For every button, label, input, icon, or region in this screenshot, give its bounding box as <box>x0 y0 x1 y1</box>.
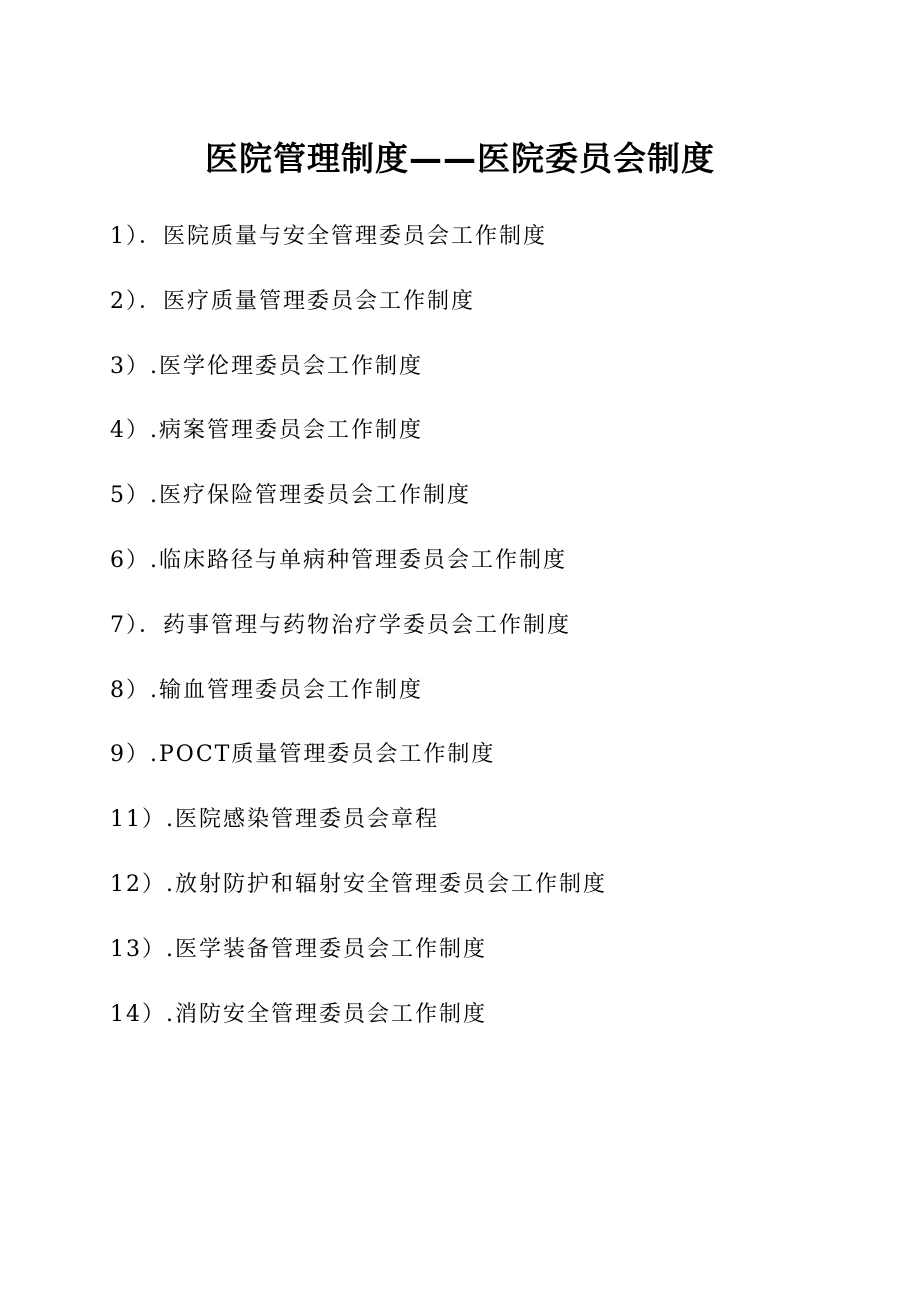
list-item: 5）.医疗保险管理委员会工作制度 <box>110 483 471 509</box>
list-item: 3）.医学伦理委员会工作制度 <box>110 353 423 379</box>
list-item: 8）.输血管理委员会工作制度 <box>110 677 423 703</box>
list-item: 13）.医学装备管理委员会工作制度 <box>110 936 487 962</box>
list-item: 1）．医院质量与安全管理委员会工作制度 <box>110 224 547 249</box>
committee-regulation-list <box>110 218 870 1060</box>
list-item: 9）.POCT质量管理委员会工作制度 <box>110 742 496 768</box>
list-item: 4）.病案管理委员会工作制度 <box>110 418 423 444</box>
list-item: 7）．药事管理与药物治疗学委员会工作制度 <box>110 612 571 638</box>
document-title: 医院管理制度——医院委员会制度 <box>205 139 715 178</box>
list-item: 2）．医疗质量管理委员会工作制度 <box>110 288 475 314</box>
list-item: 12）.放射防护和辐射安全管理委员会工作制度 <box>110 871 607 897</box>
list-item: 11）.医院感染管理委员会章程 <box>110 807 439 833</box>
list-item: 6）.临床路径与单病种管理委员会工作制度 <box>110 547 567 573</box>
list-item: 14）.消防安全管理委员会工作制度 <box>110 1001 487 1027</box>
